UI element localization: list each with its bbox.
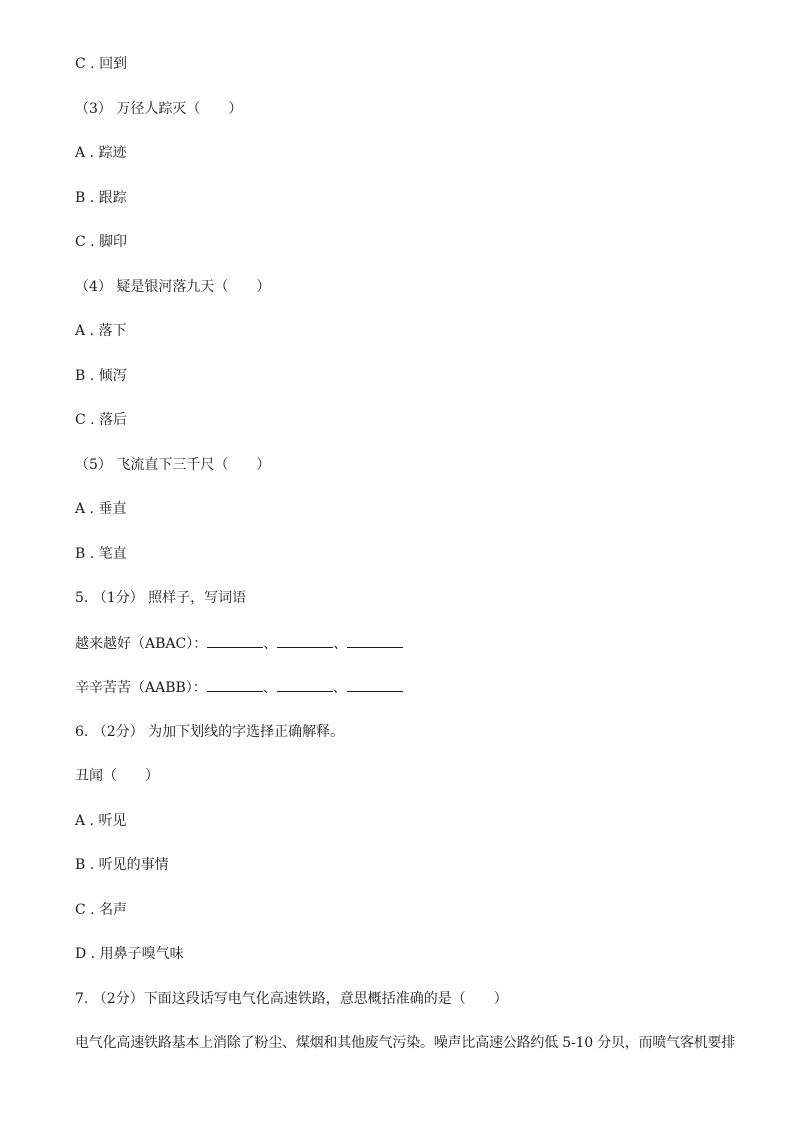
option-c-line: C . 名声 [75,902,128,918]
question-6-item: 丑闻（ ） [75,768,159,784]
question-7-passage: 电气化高速铁路基本上消除了粉尘、煤烟和其他废气污染。噪声比高速公路约低 5-10 分贝，而喷气客机要排 [75,1035,736,1051]
answer-blank[interactable] [207,633,263,648]
question-5-title: 5. （1分） 照样子，写词语 [75,590,247,606]
option-b-line: B . 听见的事情 [75,857,169,873]
question-6-title: 6. （2分） 为加下划线的字选择正确解释。 [75,724,345,740]
option-a-line: A . 听见 [75,813,127,829]
option-b-line: B . 笔直 [75,546,127,562]
option-c-line: C . 回到 [75,56,128,72]
option-d-line: D . 用鼻子嗅气味 [75,946,184,962]
separator: 、 [332,680,347,696]
option-b-line: B . 跟踪 [75,190,127,206]
question-5-row-1 [75,633,403,654]
answer-blank[interactable] [347,633,403,648]
subquestion-4: （4） 疑是银河落九天（ ） [75,279,271,295]
question-5-row-2 [75,677,403,698]
subquestion-5: （5） 飞流直下三千尺（ ） [75,457,271,473]
answer-blank[interactable] [347,677,403,692]
option-a-line: A . 垂直 [75,501,127,517]
option-a-line: A . 踪迹 [75,145,127,161]
answer-blank[interactable] [277,633,333,648]
row-label: 辛辛苦苦（AABB）： [75,680,207,696]
row-label: 越来越好（ABAC）： [75,636,208,652]
separator: 、 [262,680,277,696]
option-b-line: B . 倾泻 [75,368,127,384]
option-c-line: C . 落后 [75,412,128,428]
separator: 、 [333,636,348,652]
answer-blank[interactable] [277,677,333,692]
subquestion-3: （3） 万径人踪灭（ ） [75,101,243,117]
answer-blank[interactable] [207,677,263,692]
option-c-line: C . 脚印 [75,234,128,250]
separator: 、 [263,636,278,652]
question-7-title: 7. （2分）下面这段话写电气化高速铁路，意思概括准确的是（ ） [75,991,508,1007]
option-a-line: A . 落下 [75,323,127,339]
